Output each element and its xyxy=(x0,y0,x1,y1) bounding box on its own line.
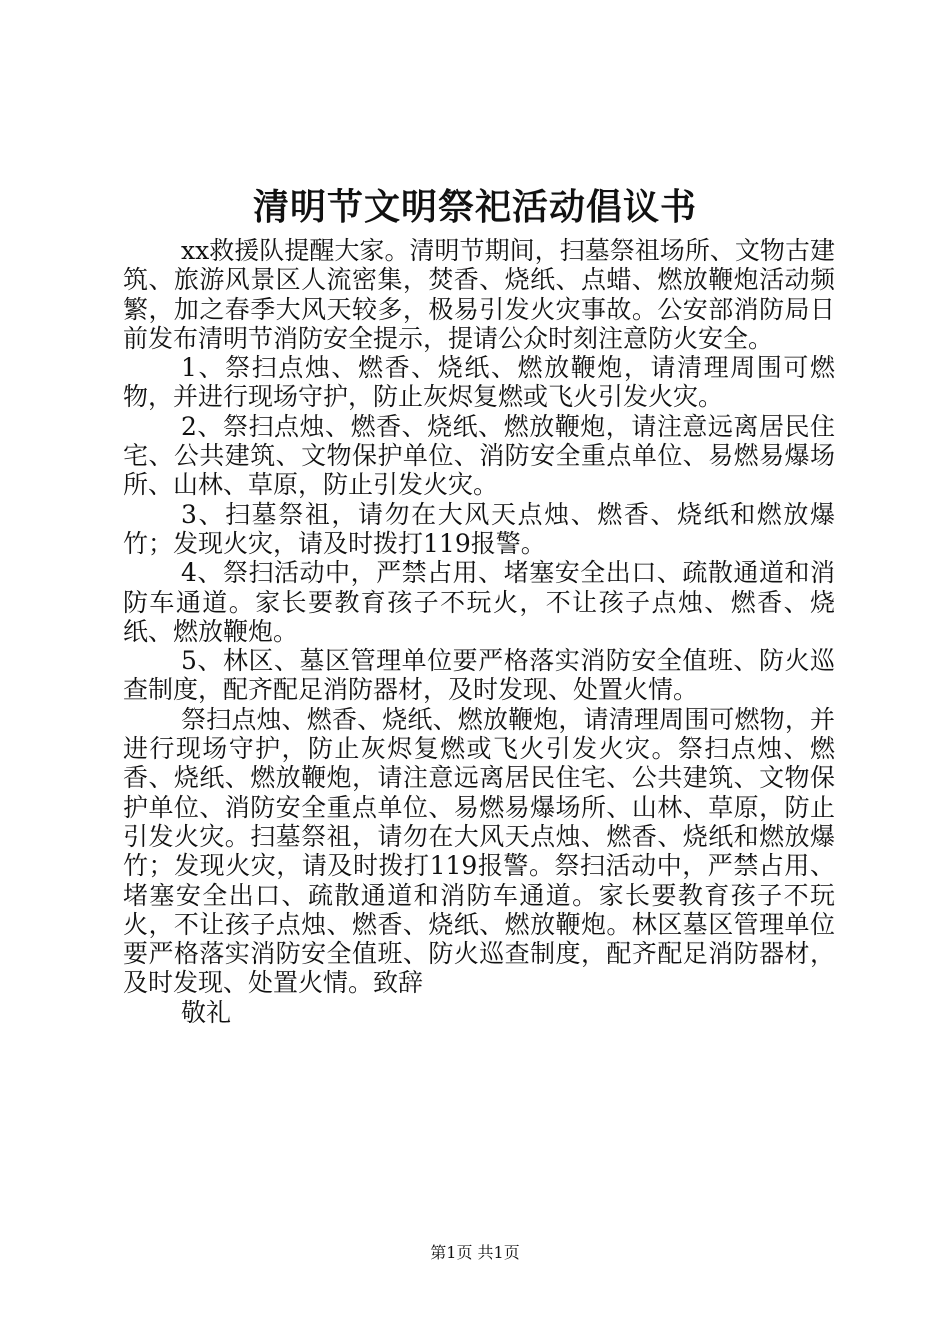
intro-paragraph: xx救援队提醒大家。清明节期间，扫墓祭祖场所、文物古建筑、旅游风景区人流密集，焚香、烧纸、点蜡、燃放鞭炮活动频繁，加之春季大风天较多，极易引发火灾事故。公安部消防局日前发布清明节消防安全提示，提请公众时刻注意防火安全。 xyxy=(123,236,835,353)
tip-item-4: 4、祭扫活动中，严禁占用、堵塞安全出口、疏散通道和消防车通道。家长要教育孩子不玩火，不让孩子点烛、燃香、烧纸、燃放鞭炮。 xyxy=(123,558,835,646)
tip-item-5: 5、林区、墓区管理单位要严格落实消防安全值班、防火巡查制度，配齐配足消防器材，及时发现、处置火情。 xyxy=(123,646,835,705)
tip-item-3: 3、扫墓祭祖，请勿在大风天点烛、燃香、烧纸和燃放爆竹；发现火灾，请及时拨打119报警。 xyxy=(123,499,835,558)
page-number-footer: 第1页 共1页 xyxy=(430,1243,520,1262)
closing-salutation: 敬礼 xyxy=(181,997,232,1027)
tip-item-1: 1、祭扫点烛、燃香、烧纸、燃放鞭炮，请清理周围可燃物，并进行现场守护，防止灰烬复燃或飞火引发火灾。 xyxy=(123,353,835,412)
summary-paragraph: 祭扫点烛、燃香、烧纸、燃放鞭炮，请清理周围可燃物，并进行现场守护，防止灰烬复燃或飞火引发火灾。祭扫点烛、燃香、烧纸、燃放鞭炮，请注意远离居民住宅、公共建筑、文物保护单位、消防安全重点单位、易燃易爆场所、山林、草原，防止引发火灾。扫墓祭祖，请勿在大风天点烛、燃香、烧纸和燃放爆竹；发现火灾，请及时拨打119报警。祭扫活动中，严禁占用、堵塞安全出口、疏散通道和消防车通道。家长要教育孩子不玩火，不让孩子点烛、燃香、烧纸、燃放鞭炮。林区墓区管理单位要严格落实消防安全值班、防火巡查制度，配齐配足消防器材，及时发现、处置火情。致辞 xyxy=(123,704,835,998)
document-body xyxy=(123,236,835,1027)
document-title: 清明节文明祭祀活动倡议书 xyxy=(252,186,697,228)
tip-item-2: 2、祭扫点烛、燃香、烧纸、燃放鞭炮，请注意远离居民住宅、公共建筑、文物保护单位、消防安全重点单位、易燃易爆场所、山林、草原，防止引发火灾。 xyxy=(123,411,835,500)
